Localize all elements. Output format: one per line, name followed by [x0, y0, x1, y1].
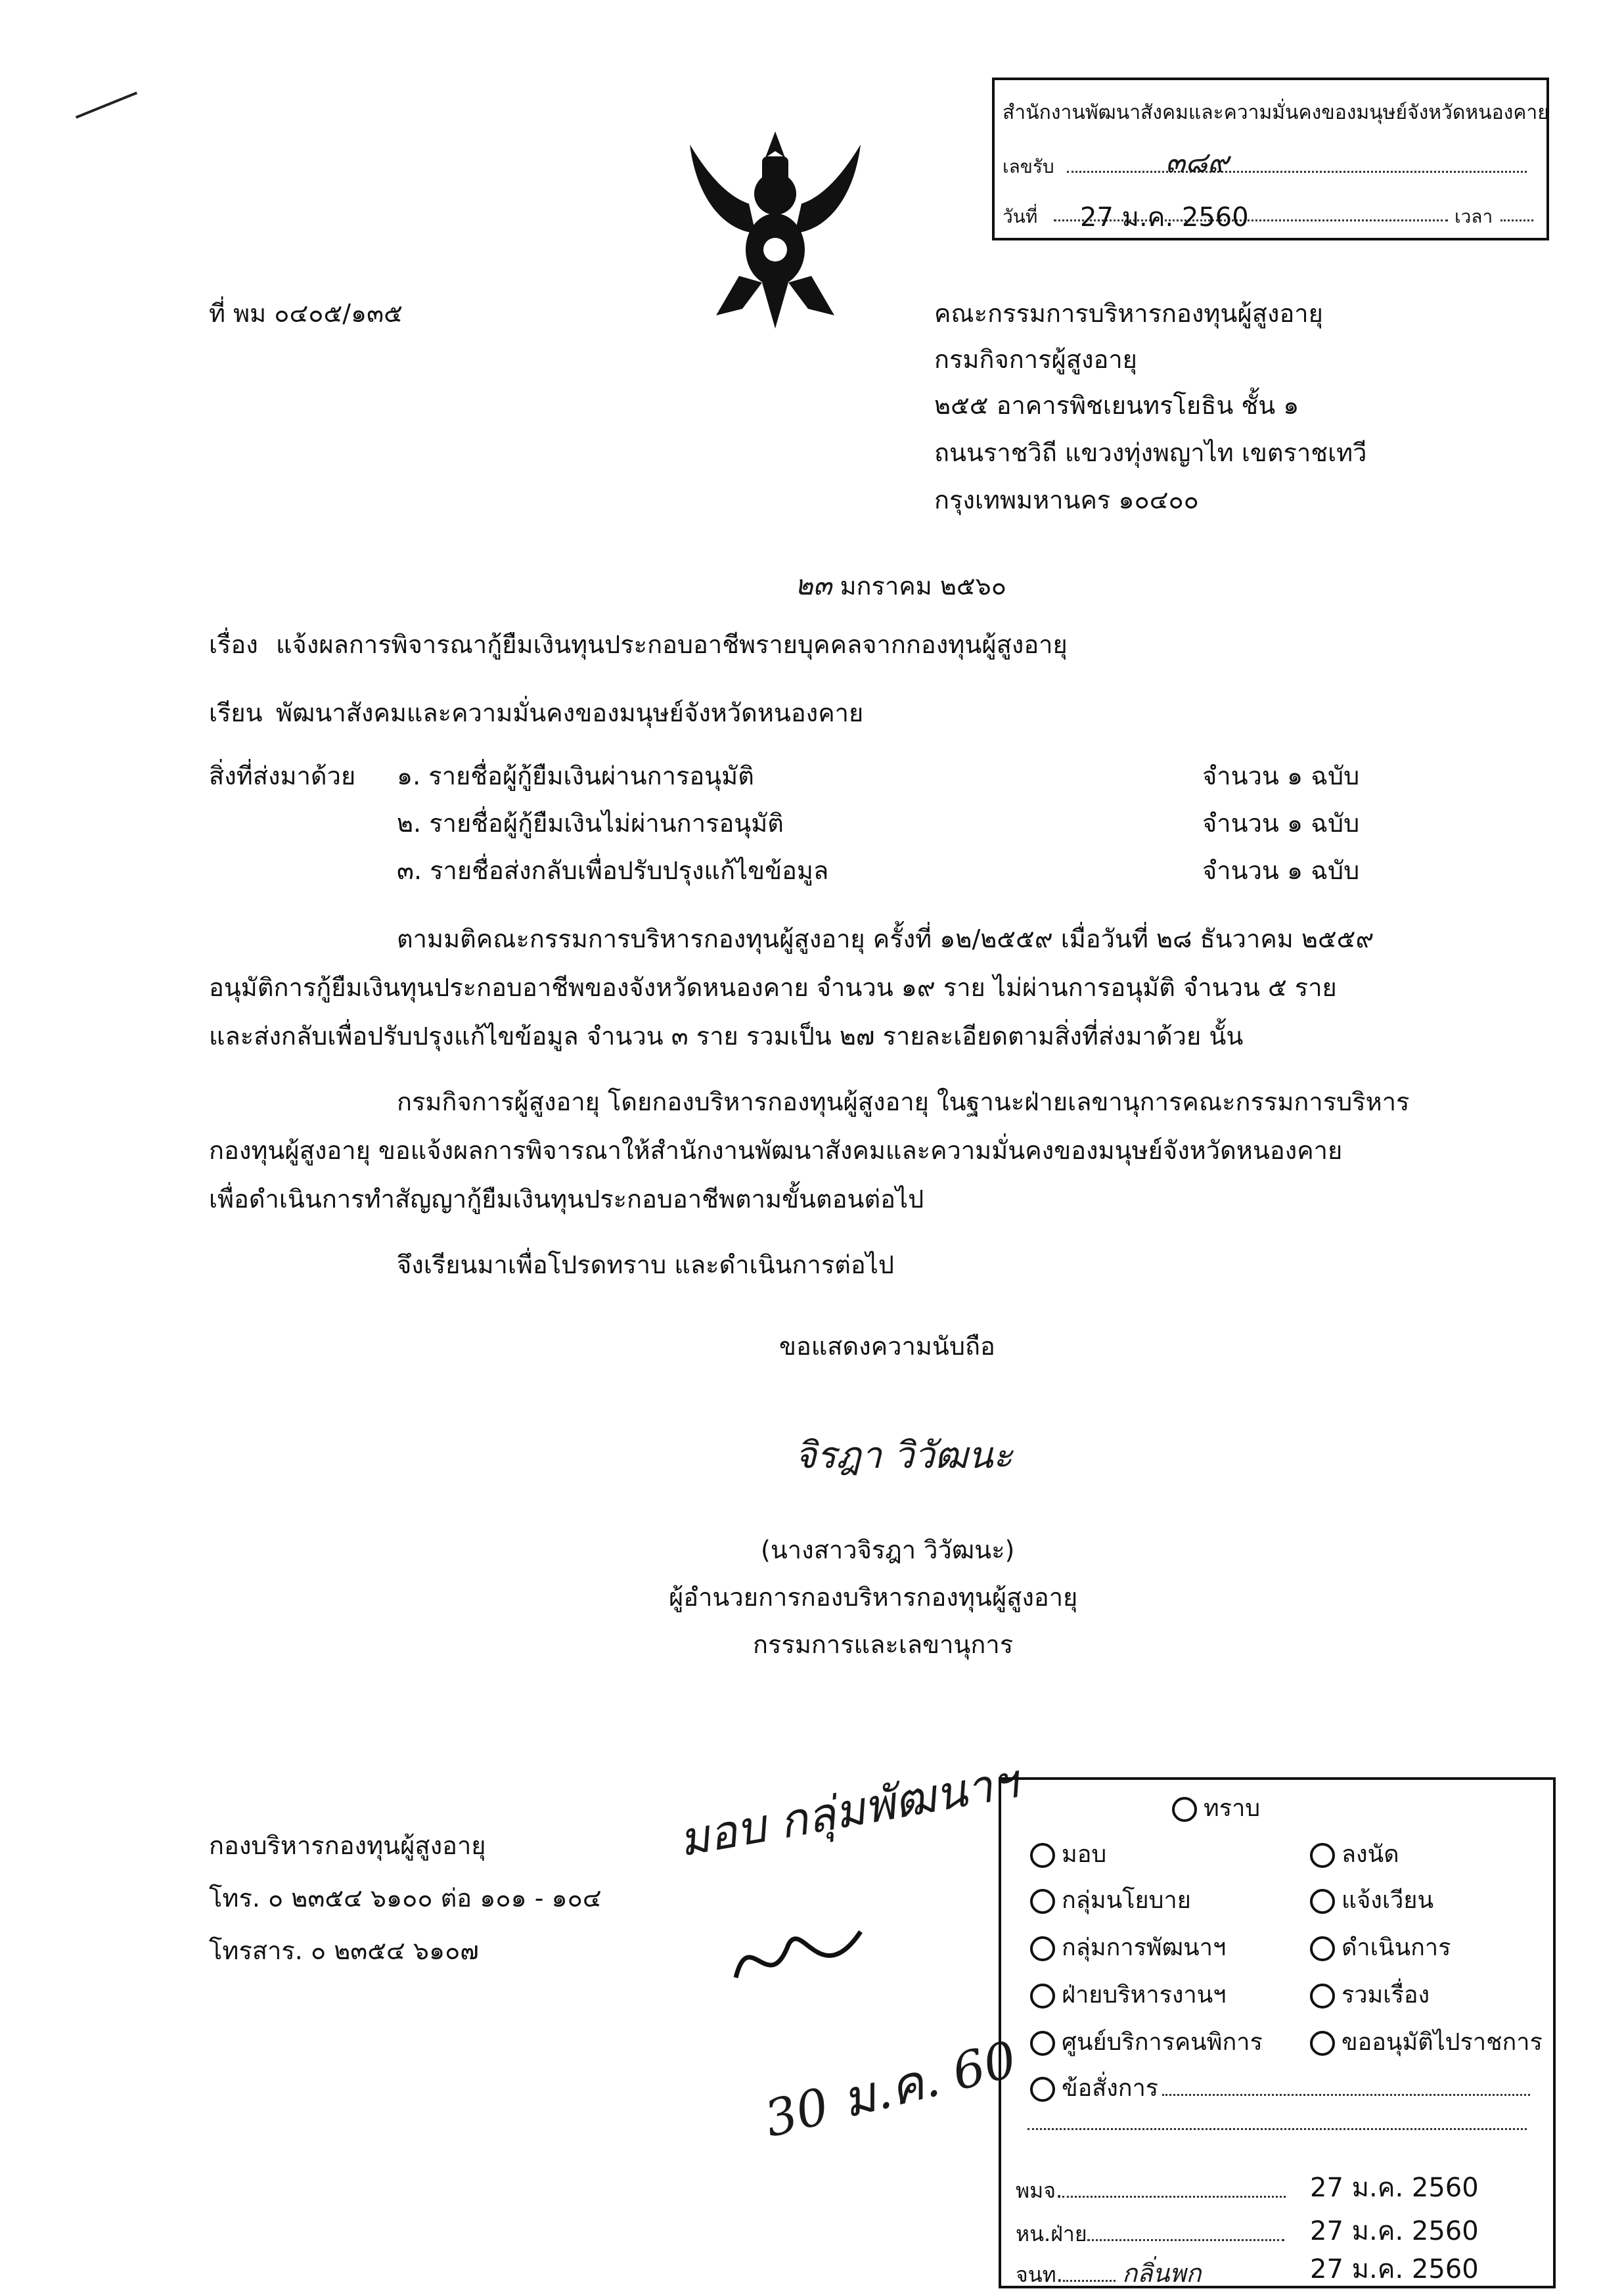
para1-line-3: และส่งกลับเพื่อปรับปรุงแก้ไขข้อมูล จำนวน ๓ ราย รวมเป็น ๒๗ รายละเอียดตามสิ่งที่ส่งมาด้วย นั้น: [209, 1022, 1244, 1051]
sign-row-director: พมจ.: [1016, 2174, 1286, 2208]
enclosure-item-2: ๒. รายชื่อผู้กู้ยืมเงินไม่ผ่านการอนุมัติ: [397, 809, 784, 838]
footer-tel: โทร. ๐ ๒๓๕๔ ๖๑๐๐ ต่อ ๑๐๑ - ๑๐๔: [209, 1884, 602, 1913]
signer-title-1: ผู้อำนวยการกองบริหารกองทุนผู้สูงอายุ: [669, 1583, 1078, 1612]
option-development-group: กลุ่มการพัฒนาฯ: [1030, 1928, 1226, 1966]
para1-line-1: ตามมติคณะกรรมการบริหารกองทุนผู้สูงอายุ ครั้งที่ ๑๒/๒๕๕๙ เมื่อวันที่ ๒๘ ธันวาคม ๒๕๕๙: [397, 924, 1374, 953]
para2-line-1: กรมกิจการผู้สูงอายุ โดยกองบริหารกองทุนผู้สูงอายุ ในฐานะฝ่ายเลขานุการคณะกรรมการบริหาร: [397, 1087, 1410, 1116]
letter-date-month-year: มกราคม ๒๕๖๐: [840, 572, 1006, 601]
circle-icon: [1310, 2031, 1335, 2056]
receipt-stamp: [992, 78, 1549, 240]
check-circle-icon: [1030, 1843, 1055, 1868]
circle-icon: [1310, 1984, 1335, 2009]
option-proceed: ดำเนินการ: [1310, 1928, 1451, 1966]
para1-line-2: อนุมัติการกู้ยืมเงินทุนประกอบอาชีพของจังหวัดหนองคาย จำนวน ๑๙ ราย ไม่ผ่านการอนุมัติ จำนวน ๕ ราย: [209, 973, 1337, 1002]
sender-address-line-2: กรมกิจการผู้สูงอายุ: [934, 345, 1137, 374]
sign-row-officer: จนท. กลิ่นพก: [1016, 2259, 1202, 2288]
option-travel-approval: ขออนุมัติไปราชการ: [1310, 2023, 1543, 2060]
handwritten-date: 30 ม.ค. 60: [758, 2030, 1022, 2148]
circle-icon: [1030, 2031, 1055, 2056]
enclosure-item-1: ๑. รายชื่อผู้กู้ยืมเงินผ่านการอนุมัติ: [397, 761, 754, 790]
circle-icon: [1172, 1797, 1197, 1822]
circle-icon: [1310, 1843, 1335, 1868]
option-schedule: ลงนัด: [1310, 1835, 1399, 1873]
receipt-number-value: ๓๘๙: [1165, 146, 1229, 179]
option-policy-group: กลุ่มนโยบาย: [1030, 1881, 1191, 1918]
circle-icon: [1310, 1889, 1335, 1914]
sign-row-director-date: 27 ม.ค. 2560: [1310, 2173, 1479, 2203]
letter-date-day: ๒๓: [795, 569, 832, 601]
to-text: พัฒนาสังคมและความมั่นคงของมนุษย์จังหวัดหนองคาย: [276, 698, 864, 727]
document-number: ที่ พม ๐๔๐๕/๑๓๕: [209, 299, 403, 328]
enclosure-label: สิ่งที่ส่งมาด้วย: [209, 761, 356, 790]
receipt-date-label: วันที่: [1003, 206, 1038, 227]
sign-row-officer-date: 27 ม.ค. 2560: [1310, 2254, 1479, 2284]
sign-row-section-head: หน.ฝ่าย: [1016, 2217, 1284, 2251]
option-combine: รวมเรื่อง: [1310, 1976, 1430, 2013]
closing: ขอแสดงความนับถือ: [779, 1332, 995, 1361]
routing-stamp: [999, 1777, 1556, 2288]
option-orders: ข้อสั่งการ: [1030, 2069, 1530, 2106]
sender-address-line-4: ถนนราชวิถี แขวงทุ่งพญาไท เขตราชเทวี: [934, 438, 1367, 467]
receipt-office: สำนักงานพัฒนาสังคมและความมั่นคงของมนุษย์จังหวัดหนองคาย: [1003, 101, 1549, 124]
footer-office: กองบริหารกองทุนผู้สูงอายุ: [209, 1831, 486, 1860]
signer-name: (นางสาวจิรฎา วิวัฒนะ): [761, 1535, 1015, 1564]
enclosure-qty-2: จำนวน ๑ ฉบับ: [1202, 809, 1360, 838]
option-admin-section: ฝ่ายบริหารงานฯ: [1030, 1976, 1227, 2013]
receipt-time-label: เวลา: [1455, 206, 1493, 227]
para2-line-3: เพื่อดำเนินการทำสัญญากู้ยืมเงินทุนประกอบอาชีพตามขั้นตอนต่อไป: [209, 1185, 924, 1214]
enclosure-qty-3: จำนวน ๑ ฉบับ: [1202, 856, 1360, 885]
enclosure-item-3: ๓. รายชื่อส่งกลับเพื่อปรับปรุงแก้ไขข้อมูล: [397, 856, 829, 885]
letter-date: [795, 564, 1006, 607]
enclosure-qty-1: จำนวน ๑ ฉบับ: [1202, 761, 1360, 790]
check-circle-icon: [1310, 1936, 1335, 1961]
para3: จึงเรียนมาเพื่อโปรดทราบ และดำเนินการต่อไป: [397, 1250, 894, 1279]
subject-label: เรื่อง: [209, 630, 258, 659]
para2-line-2: กองทุนผู้สูงอายุ ขอแจ้งผลการพิจารณาให้สำนักงานพัฒนาสังคมและความมั่นคงของมนุษย์จังหวัดหนองคาย: [209, 1136, 1343, 1165]
circle-icon: [1030, 2077, 1055, 2102]
garuda-emblem: [677, 118, 874, 335]
circle-icon: [1030, 1889, 1055, 1914]
footer-fax: โทรสาร. ๐ ๒๓๕๔ ๖๑๐๗: [209, 1936, 479, 1965]
handwritten-note: มอบ กลุ่มพัฒนาฯ: [674, 1754, 1022, 1867]
circle-icon: [1030, 1984, 1055, 2009]
subject-text: แจ้งผลการพิจารณากู้ยืมเงินทุนประกอบอาชีพรายบุคคลจากกองทุนผู้สูงอายุ: [276, 630, 1068, 659]
option-circulate: แจ้งเวียน: [1310, 1881, 1433, 1918]
option-assign: มอบ: [1030, 1835, 1106, 1873]
option-acknowledge: ทราบ: [1172, 1789, 1260, 1827]
signer-title-2: กรรมการและเลขานุการ: [753, 1630, 1014, 1659]
signature: จิรฎา วิวัฒนะ: [795, 1434, 1013, 1477]
scan-mark: [76, 91, 137, 118]
handwritten-signature-mark: [729, 1918, 867, 2004]
option-disability-center: ศูนย์บริการคนพิการ: [1030, 2023, 1263, 2060]
receipt-number-label: เลขรับ: [1003, 156, 1054, 177]
sender-address-line-3: ๒๕๕ อาคารพิชเยนทรโยธิน ชั้น ๑: [934, 391, 1299, 420]
receipt-date-value: 27 ม.ค. 2560: [1080, 202, 1249, 233]
sender-address-line-5: กรุงเทพมหานคร ๑๐๔๐๐: [934, 486, 1199, 514]
check-circle-icon: [1030, 1936, 1055, 1961]
officer-name: กลิ่นพก: [1122, 2259, 1202, 2288]
to-label: เรียน: [209, 698, 263, 727]
sign-row-section-head-date: 27 ม.ค. 2560: [1310, 2216, 1479, 2246]
sender-address-line-1: คณะกรรมการบริหารกองทุนผู้สูงอายุ: [934, 299, 1323, 328]
